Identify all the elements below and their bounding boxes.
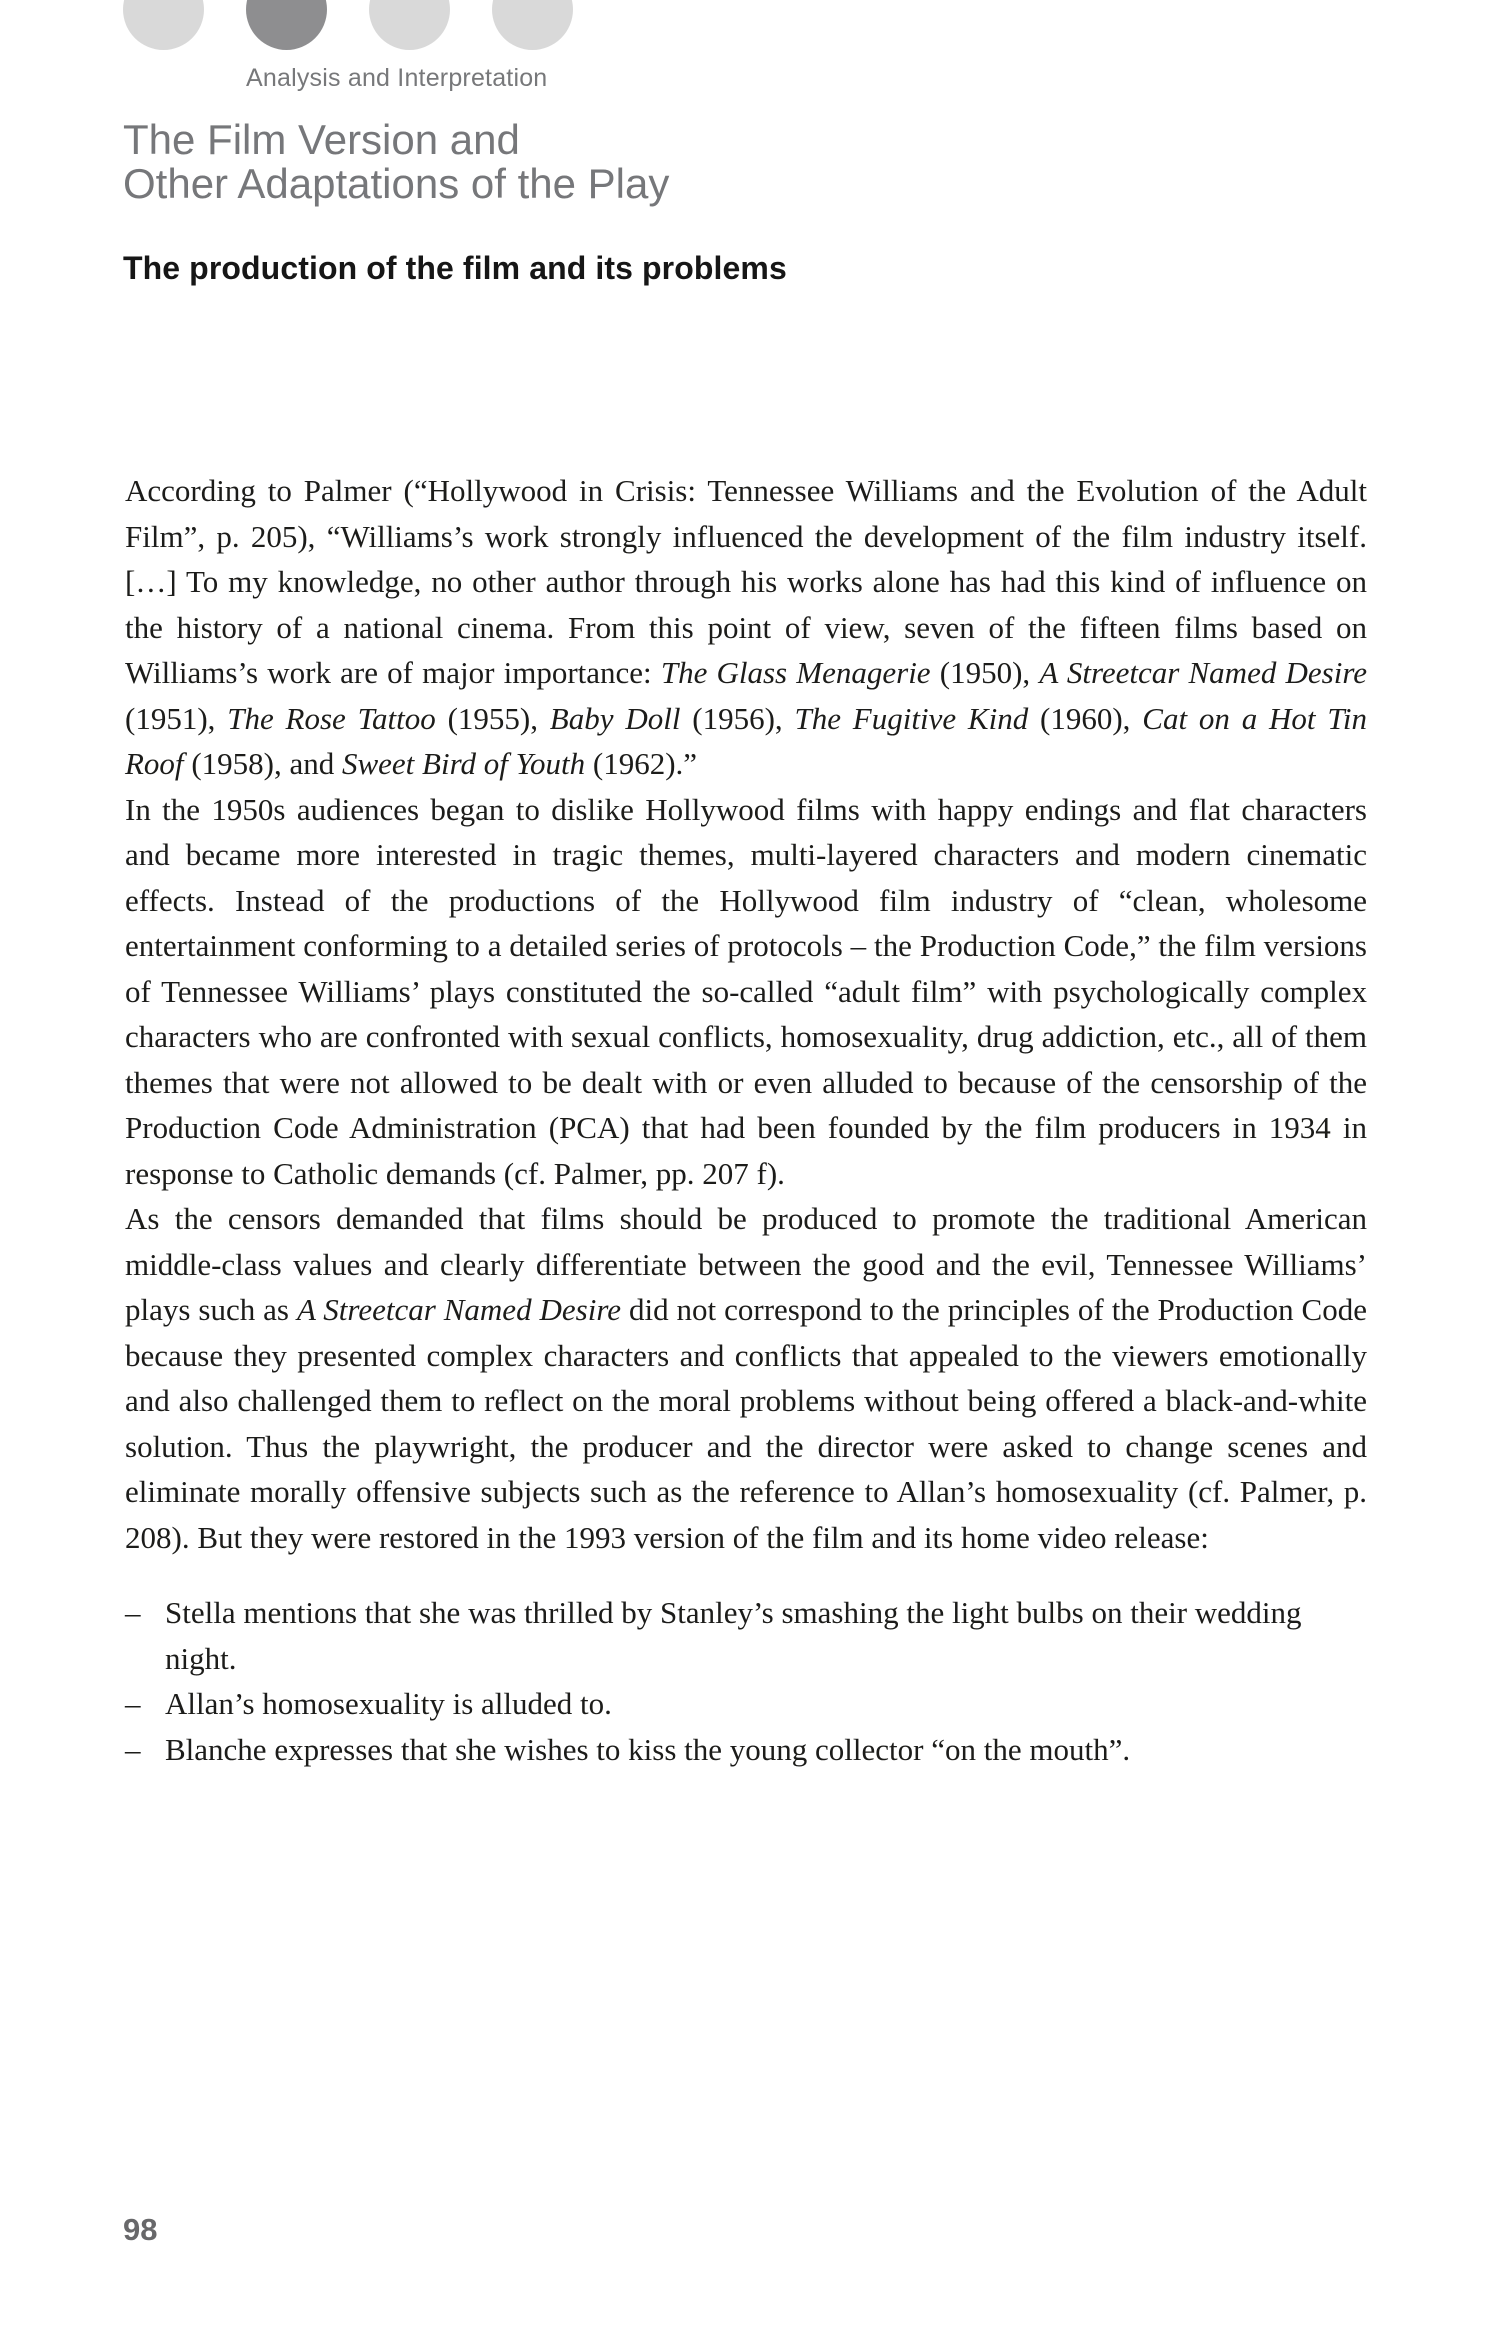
progress-dot [123,0,204,50]
progress-dot-active [246,0,327,50]
list-item [125,1590,1367,1681]
paragraph [125,468,1367,787]
paragraph-text: (1955), [435,700,550,736]
italic-title-text: Sweet Bird of Youth [341,746,586,781]
paragraph [125,1196,1367,1560]
body-text [125,468,1367,1772]
list-item [125,1727,1367,1773]
progress-dot [492,0,573,50]
bullet-dash: – [125,1731,141,1767]
page-title-line2: Other Adaptations of the Play [123,160,670,207]
italic-title-text: Cat on a Hot Tin Roof [125,700,1367,781]
italic-title-text: The Rose Tattoo [227,700,436,736]
bullet-text: Blanche expresses that she wishes to kiss the young collector “on the mouth”. [165,1731,1131,1767]
bullet-dash: – [125,1595,141,1630]
bullet-text: Allan’s homosexuality is alluded to. [165,1686,612,1721]
italic-title-text: A Streetcar Named Desire [296,1292,622,1327]
paragraph-text: (1951), [125,700,228,736]
italic-title-text: The Glass Menagerie [660,655,931,690]
page-title-line1: The Film Version and [123,116,520,163]
chapter-label: Analysis and Interpretation [246,64,548,92]
paragraph-text: (1950), [930,655,1040,690]
bullet-dash: – [125,1686,141,1721]
paragraph-text: As the censors demanded that films should be produced to promote the traditional American middle-class values and clearly differentiate between the good and the evil, Tennessee Williams’ plays such as [125,1201,1367,1327]
page-title [123,118,669,206]
paragraph-text: (1956), [680,700,795,736]
paragraph-text: did not correspond to the principles of the Production Code because they presented complex characters and conflicts that appealed to the viewers emotionally and also challenged them to reflect on the moral problems without being offered a black-and-white solution. Thus the playwright, the producer and the director were asked to change scenes and eliminate morally offensive subjects such as the reference to Allan’s homosexuality (cf. Palmer, p. 208). But they were restored in the 1993 version of the film and its home video release: [125,1292,1367,1555]
progress-dots [123,0,573,50]
list-item [125,1681,1367,1727]
italic-title-text: A Streetcar Named Desire [1039,655,1367,690]
paragraph-text: (1962).” [585,746,698,781]
paragraph-text: (1958), and [183,746,342,781]
paragraph [125,787,1367,1197]
bullet-list [125,1590,1367,1772]
paragraph-text: (1960), [1028,700,1143,736]
bullet-text: Stella mentions that she was thrilled by Stanley’s smashing the light bulbs on their wedding night. [165,1595,1302,1676]
italic-title-text: Baby Doll [549,700,681,736]
paragraph-text: In the 1950s audiences began to dislike Hollywood films with happy endings and flat characters and became more interested in tragic themes, multi-layered characters and modern cinematic effects. Instead of the productions of the Hollywood film industry of “clean, wholesome entertainment conforming to a detailed series of protocols – the Production Code,” the film versions of Tennessee Williams’ plays constituted the so-called “adult film” with psychologically complex characters who are confronted with sexual conflicts, homosexuality, drug addiction, etc., all of them themes that were not allowed to be dealt with or even alluded to because of the censorship of the Production Code Administration (PCA) that had been founded by the film producers in 1934 in response to Catholic demands (cf. Palmer, pp. 207 f). [125,791,1367,1191]
paragraph-text: According to Palmer (“Hollywood in Crisis: Tennessee Williams and the Evolution of the Adult Film”, p. 205), “Williams’s work strongly influenced the development of the film industry itself. […] To my knowledge, no other author through his works alone has had this kind of influence on the history of a national cinema. From this point of view, seven of the fifteen films based on Williams’s work are of major importance: [125,473,1367,690]
italic-title-text: The Fugitive Kind [794,700,1029,736]
page-number: 98 [123,2212,158,2247]
section-heading: The production of the film and its problems [123,250,787,286]
progress-dot [369,0,450,50]
